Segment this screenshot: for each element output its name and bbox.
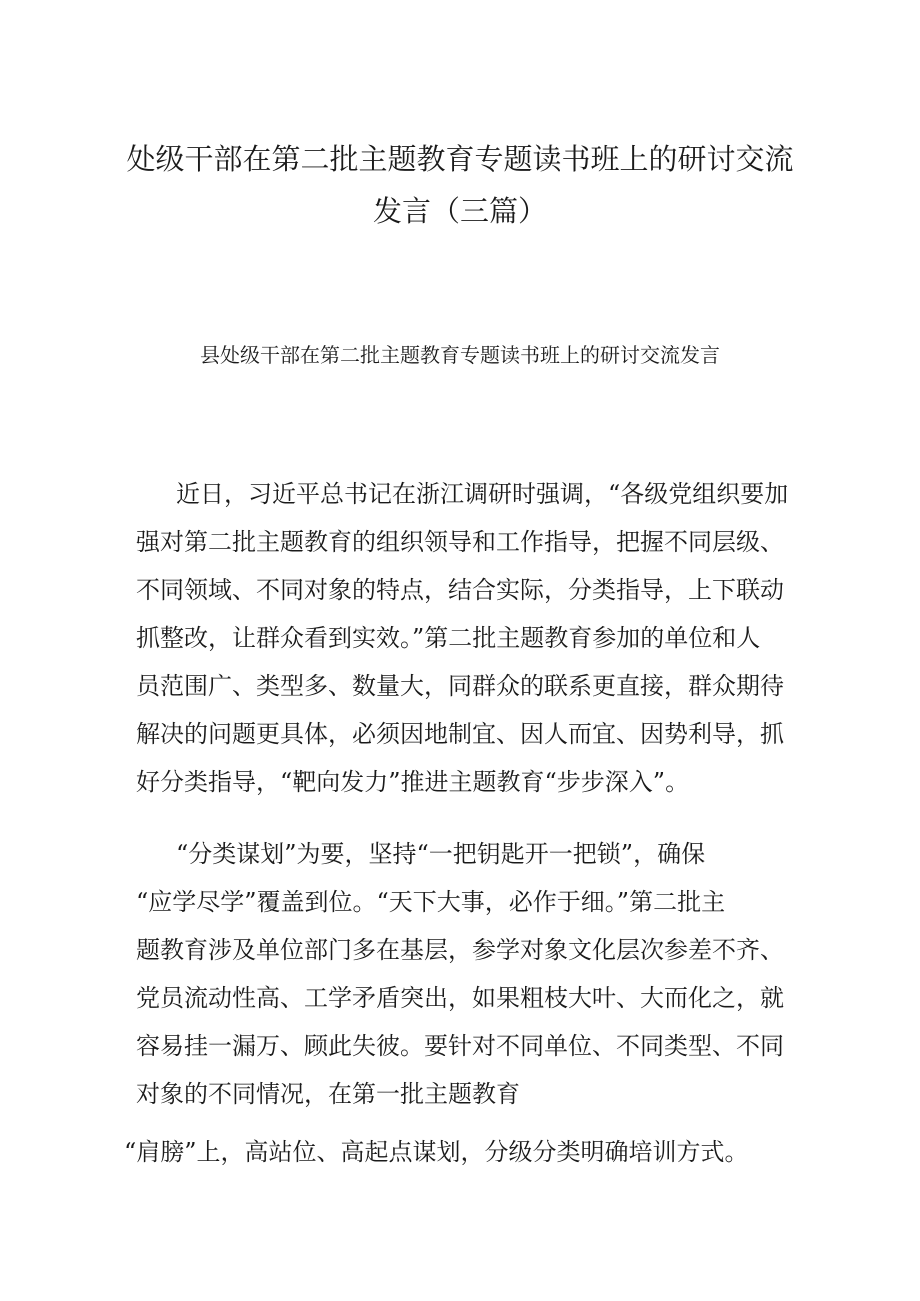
paragraph-1-line-1: 近日，习近平总书记在浙江调研时强调，“各级党组织要加: [176, 480, 789, 508]
document-title-line-1: 处级干部在第二批主题教育专题读书班上的研讨交流: [126, 142, 794, 176]
paragraph-3-line-1: “肩膀”上，高站位、高起点谋划，分级分类明确培训方式。: [124, 1138, 749, 1166]
document-title-line-2: 发言（三篇）: [372, 194, 547, 228]
paragraph-1-line-2: 强对第二批主题教育的组织领导和工作指导，把握不同层级、: [136, 528, 784, 556]
paragraph-1-line-4: 抓整改，让群众看到实效。”第二批主题教育参加的单位和人: [136, 624, 761, 652]
paragraph-2-line-6: 对象的不同情况，在第一批主题教育: [136, 1080, 520, 1108]
paragraph-2-line-4: 党员流动性高、工学矛盾突出，如果粗枝大叶、大而化之，就: [136, 984, 784, 1012]
paragraph-1-line-7: 好分类指导，“靶向发力”推进主题教育“步步深入”。: [136, 768, 690, 796]
paragraph-2-line-1: “分类谋划”为要，坚持“一把钥匙开一把锁”，确保: [176, 840, 706, 868]
paragraph-1-line-3: 不同领域、不同对象的特点，结合实际，分类指导，上下联动: [136, 576, 784, 604]
paragraph-1-line-6: 解决的问题更具体，必须因地制宜、因人而宜、因势利导，抓: [136, 720, 784, 748]
paragraph-2-line-5: 容易挂一漏万、顾此失彼。要针对不同单位、不同类型、不同: [136, 1032, 784, 1060]
paragraph-2-line-3: 题教育涉及单位部门多在基层，参学对象文化层次参差不齐、: [136, 936, 784, 964]
paragraph-1-line-5: 员范围广、类型多、数量大，同群众的联系更直接，群众期待: [136, 672, 784, 700]
paragraph-2-line-2: “应学尽学”覆盖到位。“天下大事，必作于细。”第二批主: [136, 888, 726, 916]
document-subtitle: 县处级干部在第二批主题教育专题读书班上的研讨交流发言: [200, 343, 720, 367]
